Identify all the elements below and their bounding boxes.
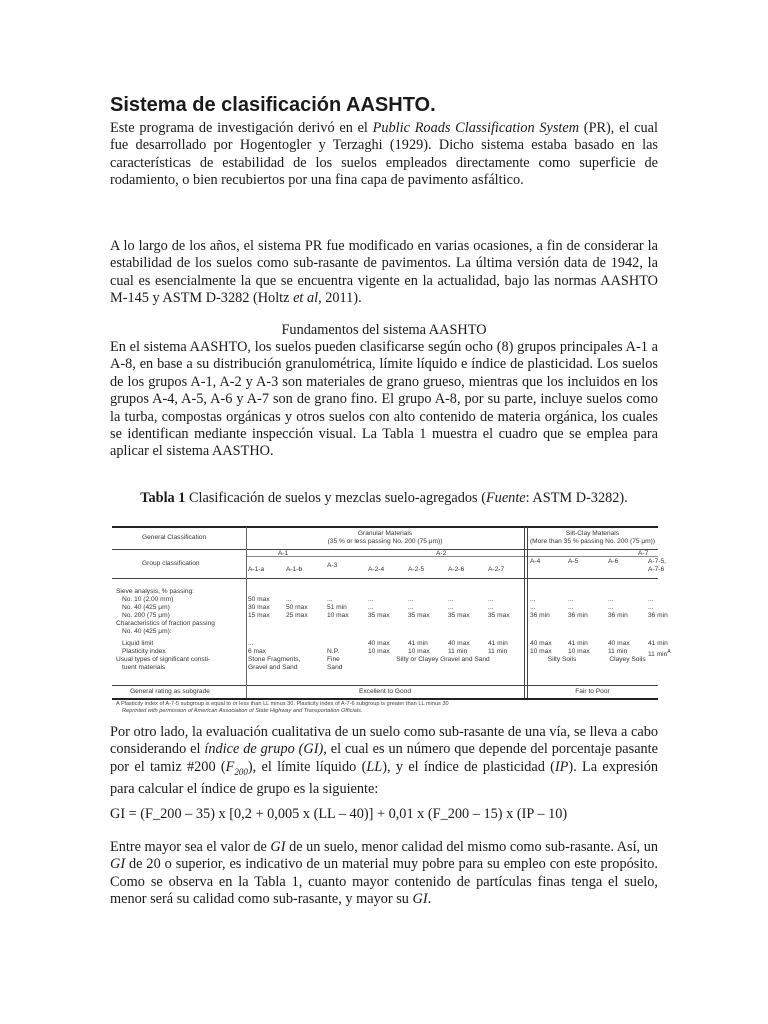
material-sand: Sand xyxy=(327,664,343,671)
row-label: Usual types of significant consti- xyxy=(116,656,211,663)
col-a24: A-2-4 xyxy=(368,566,385,573)
siltclay-subtitle: (More than 35 % passing No. 200 (75 μm)) xyxy=(529,538,656,545)
table-cell: 50 max xyxy=(286,604,308,611)
table-cell: 10 max xyxy=(368,648,390,655)
table-cell: ... xyxy=(648,596,654,603)
text-italic: IP xyxy=(554,758,569,775)
text-run: ), el límite líquido ( xyxy=(247,758,367,775)
col-a25: A-2-5 xyxy=(408,566,425,573)
text-italic: GI xyxy=(412,891,428,908)
table-cell: 35 max xyxy=(368,612,390,619)
row-label: No. 40 (425 μm): xyxy=(122,628,172,635)
table-cell: 51 min xyxy=(327,604,347,611)
text-italic: Public Roads Classification System xyxy=(372,120,580,136)
table-rule xyxy=(112,578,658,579)
table-cell: 50 max xyxy=(248,596,270,603)
material-stone: Stone Fragments, xyxy=(248,656,301,663)
table-cell: ... xyxy=(286,596,292,603)
paragraph-intro xyxy=(110,120,658,190)
granular-subtitle: (35 % or less passing No. 200 (75 μm)) xyxy=(327,538,443,545)
table-cell: ... xyxy=(408,604,414,611)
table-cell: ... xyxy=(530,596,536,603)
text-run: ), y el índice de plasticidad ( xyxy=(382,758,555,775)
page-title: Sistema de clasificación AASHTO. xyxy=(110,94,436,116)
table-rule xyxy=(112,698,658,700)
classification-table xyxy=(112,522,671,718)
row-label: tuent materials xyxy=(122,664,166,671)
table-cell: 36 min xyxy=(530,612,550,619)
group-classification-label: Group classification xyxy=(142,560,200,567)
table-cell: ... xyxy=(568,596,574,603)
table-cell: ... xyxy=(530,604,536,611)
subscript: 200 xyxy=(234,766,248,777)
section-subheading: Fundamentos del sistema AASHTO xyxy=(281,322,487,338)
col-a75: A-7-5, xyxy=(648,558,666,565)
table-cell: 36 min xyxy=(608,612,628,619)
row-label: Sieve analysis, % passing: xyxy=(116,588,195,595)
text-italic: GI xyxy=(110,856,126,873)
col-a4: A-4 xyxy=(530,558,541,565)
table-cell: N.P. xyxy=(327,648,339,655)
text-italic: et al xyxy=(293,290,319,307)
text-run: Este programa de investigación derivó en el xyxy=(110,120,373,136)
col-a76: A-7-6 xyxy=(648,566,665,573)
col-a1b: A-1-b xyxy=(286,566,303,573)
group-index-formula: GI = (F_200 – 35) x [0,2 + 0,005 x (LL – 40)] + 0,01 x (F_200 – 15) x (IP – 10) xyxy=(110,806,568,822)
rating-poor: Fair to Poor xyxy=(575,688,610,695)
table-cell: ... xyxy=(568,604,574,611)
text-run: A lo largo de los años, el sistema PR fue modificado en varias ocasiones, a fin de considerar la estabilidad de los suelos como sub-rasante de pavimentos. La última versión data de 1942, la cual es esencialmente la que se encuentra vigente en la actualidad, bajo las normas AASHTO M-145 y ASTM D-3282 (Holtz xyxy=(110,238,658,307)
paragraph-conclusion xyxy=(110,839,658,909)
table-cell: 10 max xyxy=(408,648,430,655)
rating-label: General rating as subgrade xyxy=(130,688,210,695)
table-cell: 11 min xyxy=(488,648,508,655)
table-cell: 11 min xyxy=(448,648,468,655)
table-rule xyxy=(112,549,658,550)
text-run: de 20 o superior, es indicativo de un material muy pobre para su empleo con este propósito. Como se observa en la Tabla 1, cuanto mayor contenido de partículas finas tenga el suelo, menor será su calidad como sub-rasante, y mayor su xyxy=(110,856,658,908)
table-cell: 35 max xyxy=(488,612,510,619)
table-cell: 6 max xyxy=(248,648,266,655)
text-italic: Fuente xyxy=(485,490,526,506)
text-run: Por otro lado, la evaluación cualitativa de un suelo como sub-rasante de una vía, se lleva a cabo considerando el xyxy=(110,724,658,758)
table-cell: 35 max xyxy=(408,612,430,619)
table-rule xyxy=(112,685,658,686)
table-cell: 15 max xyxy=(248,612,270,619)
material-stone-2: Gravel and Sand xyxy=(248,664,298,671)
row-label: No. 10 (2.00 mm) xyxy=(122,596,174,603)
table-cell: ... xyxy=(488,604,494,611)
text-run: . xyxy=(427,891,432,908)
text-run: de un suelo, menor calidad del mismo como sub-rasante. Así, un xyxy=(285,839,658,855)
table-cell-value: 11 min xyxy=(648,651,668,659)
table-cell: 11 min xyxy=(608,648,628,655)
table-cell: 36 min xyxy=(648,612,668,619)
row-label: Characteristics of fraction passing xyxy=(116,620,215,627)
text-run: , 2011). xyxy=(318,290,362,307)
row-label: No. 40 (425 μm) xyxy=(122,604,170,611)
table-rule xyxy=(112,526,658,528)
group-a7-header: A-7 xyxy=(638,550,649,557)
material-fine: Fine xyxy=(327,656,340,663)
table-cell: 41 min xyxy=(488,640,508,647)
table-cell: 25 max xyxy=(286,612,308,619)
table-cell: ... xyxy=(248,640,254,647)
table-cell: 40 max xyxy=(368,640,390,647)
col-a5: A-5 xyxy=(568,558,579,565)
paragraph-group-index xyxy=(110,724,658,798)
table-cell: 36 min xyxy=(568,612,588,619)
table-cell: ... xyxy=(368,596,374,603)
caption-label: Tabla 1 xyxy=(140,490,186,506)
table-footnote: A Plasticity index of A-7-5 subgroup is equal to or less than LL minus 30. Plasticity index of A-7-6 subgroup is greater than LL minus 30 xyxy=(116,701,449,707)
text-run: F xyxy=(225,758,235,775)
text-run: (PR), el cual fue desarrollado por Hogentogler y Terzaghi (1929). Dicho sistema estaba basado en las características de estabilidad de los suelos empleados directamente como superficie de rodamiento, o bien recubiertos por una fina capa de pavimento asfáltico. xyxy=(110,120,658,189)
table-cell: 40 max xyxy=(530,640,552,647)
table-cell: ... xyxy=(488,596,494,603)
col-a26: A-2-6 xyxy=(448,566,465,573)
table-cell: ... xyxy=(648,604,654,611)
col-a27: A-2-7 xyxy=(488,566,505,573)
table-cell: 10 max xyxy=(530,648,552,655)
table-cell: ... xyxy=(368,604,374,611)
table-cell: 40 max xyxy=(608,640,630,647)
table-column-rule xyxy=(246,527,247,698)
table-cell: 41 min xyxy=(408,640,428,647)
text-run: Clasificación de suelos y mezclas suelo-agregados ( xyxy=(185,490,486,506)
material-clayey-soils: Clayey Soils xyxy=(609,656,646,663)
table-caption xyxy=(110,490,658,507)
siltclay-title: Silt-Clay Materials xyxy=(565,530,620,537)
table-cell: 40 max xyxy=(448,640,470,647)
table-cell: 35 max xyxy=(448,612,470,619)
rating-good: Excellent to Good xyxy=(358,688,412,695)
text-italic: índice de grupo (GI) xyxy=(204,741,324,758)
row-label: No. 200 (75 μm) xyxy=(122,612,170,619)
group-a1-header: A-1 xyxy=(278,550,289,557)
paragraph-history xyxy=(110,238,658,308)
table-cell: ... xyxy=(327,596,333,603)
text-run: ). La expresión para calcular el índice de grupo es la siguiente: xyxy=(110,758,658,798)
table-cell: 30 max xyxy=(248,604,270,611)
table-cell: 41 min xyxy=(568,640,588,647)
general-classification-label: General Classification xyxy=(142,534,207,541)
text-run: , el cual es un número que depende del porcentaje pasante por el tamiz #200 ( xyxy=(110,741,659,775)
table-cell: 10 max xyxy=(568,648,590,655)
material-silty-gravel: Silty or Clayey Gravel and Sand xyxy=(396,656,490,663)
group-a2-header: A-2 xyxy=(436,550,447,557)
granular-title: Granular Materials xyxy=(357,530,413,537)
text-run: : ASTM D-3282). xyxy=(525,490,628,506)
text-italic xyxy=(226,759,248,775)
paragraph-fundamentals: En el sistema AASHTO, los suelos pueden clasificarse según ocho (8) grupos principales A-1 a A-8, en base a su distribución granulométrica, límite líquido e índice de plasticidad. Los suelos de los grupos A-1, A-2 y A-3 son materiales de grano grueso, mientras que los incluidos en los grupos A-4, A-5, A-6 y A-7 son de grano fino. El grupo A-8, por su parte, incluye suelos como la turba, compostas orgánicas y otros suelos con alto contenido de materia orgánica, los cuales se identifican mediante inspección visual. La Tabla 1 muestra el cuadro que se emplea para aplicar el sistema AASTHO. xyxy=(110,339,658,460)
table-cell: ... xyxy=(608,596,614,603)
table-column-rule xyxy=(527,527,528,698)
material-silty-soils: Silty Soils xyxy=(547,656,577,663)
row-label: Liquid limit xyxy=(122,640,154,647)
col-a6: A-6 xyxy=(608,558,619,565)
table-cell: ... xyxy=(448,604,454,611)
table-cell: ... xyxy=(448,596,454,603)
group-a3-header: A-3 xyxy=(327,562,338,569)
table-cell: 41 min xyxy=(648,640,668,647)
text-italic: GI xyxy=(270,839,286,855)
table-rule xyxy=(246,556,658,557)
text-italic: LL xyxy=(366,758,383,775)
table-column-rule xyxy=(524,527,525,698)
table-cell: ... xyxy=(608,604,614,611)
text-run: Entre mayor sea el valor de xyxy=(110,839,271,855)
table-footnote: Reprinted with permission of American Association of State Highway and Transportation Officials. xyxy=(122,708,363,714)
table-cell: 10 max xyxy=(327,612,349,619)
table-cell: ... xyxy=(408,596,414,603)
footnote-mark: A xyxy=(667,649,671,655)
row-label: Plasticity index xyxy=(122,648,166,655)
col-a1a: A-1-a xyxy=(248,566,265,573)
